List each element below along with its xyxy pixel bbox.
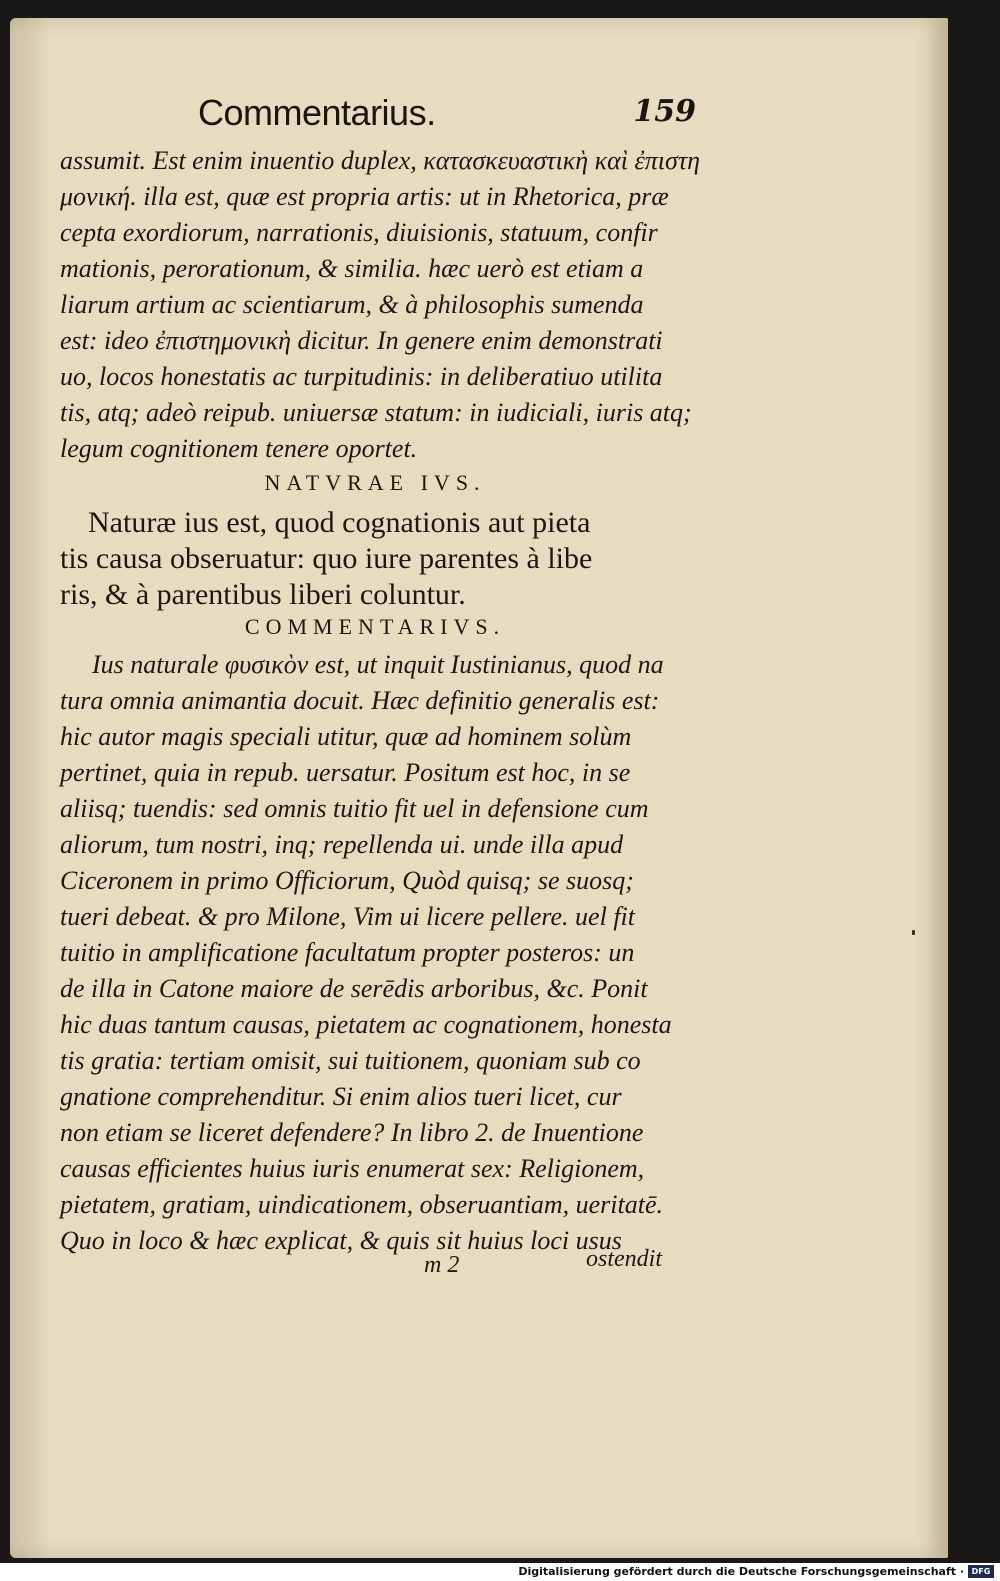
commentary-line: Quo in loco & hæc explicat, & quis sit huius loci usus [60,1226,622,1255]
law-text-line: Naturæ ius est, quod cognationis aut pieta [88,506,591,539]
commentary-line: aliorum, tum nostri, inq; repellenda ui. unde illa apud [60,830,624,859]
commentary-line: legum cognitionem tenere oportet. [60,434,418,463]
commentary-line: tis gratia: tertiam omisit, sui tuitionem, quoniam sub co [60,1046,641,1075]
paper-speck [912,930,915,935]
commentary-line: tueri debeat. & pro Milone, Vim ui licere pellere. uel fit [60,902,635,931]
law-text-line: tis causa obseruatur: quo iure parentes à libe [60,542,593,575]
commentary-line: est: ideo ἐπιστημονικὴ dicitur. In genere enim demonstrati [60,326,663,355]
signature-mark: m 2 [424,1252,460,1278]
commentary-line: Ciceronem in primo Officiorum, Quòd quisq; se suosq; [60,866,634,895]
commentary-line: tuitio in amplificatione facultatum propter posteros: un [60,938,635,967]
book-page [10,18,948,1558]
law-text-line: ris, & à parentibus liberi coluntur. [60,578,466,611]
page-number: 159 [633,94,696,129]
section-heading: NATVRAE IVS. [264,470,486,495]
commentary-line: de illa in Catone maiore de serēdis arboribus, &c. Ponit [60,974,648,1003]
section-heading: COMMENTARIVS. [244,614,506,639]
commentary-line: causas efficientes huius iuris enumerat sex: Religionem, [60,1154,645,1183]
commentary-line: Ius naturale φυσικὸν est, ut inquit Iustinianus, quod na [92,650,664,679]
commentary-line: μονική. illa est, quæ est propria artis: ut in Rhetorica, præ [60,182,669,211]
commentary-line: hic autor magis speciali utitur, quæ ad hominem solùm [60,722,632,751]
commentary-line: liarum artium ac scientiarum, & à philosophis sumenda [60,290,644,319]
commentary-line: hic duas tantum causas, pietatem ac cognationem, honesta [60,1010,672,1039]
page-header [198,92,698,136]
commentary-line: assumit. Est enim inuentio duplex, κατασκευαστικὴ καὶ ἐπιστη [60,146,701,175]
commentary-line: gnatione comprehenditur. Si enim alios tueri licet, cur [60,1082,622,1111]
dfg-logo: DFG [968,1565,994,1578]
commentary-line: tura omnia animantia docuit. Hæc definitio generalis est: [60,686,660,715]
catchword: ostendit [586,1246,662,1272]
commentary-line: tis, atq; adeò reipub. uniuersæ statum: in iudiciali, iuris atq; [60,398,692,427]
commentary-line: non etiam se liceret defendere? In libro 2. de Inuentione [60,1118,644,1147]
commentary-line: aliisq; tuendis: sed omnis tuitio fit uel in defensione cum [60,794,649,823]
commentary-line: mationis, perorationum, & similia. hæc uerò est etiam a [60,254,644,283]
commentary-line: pietatem, gratiam, uindicationem, obseruantiam, ueritatē. [60,1190,663,1219]
running-head: Commentarius. [198,92,436,133]
commentary-line: cepta exordiorum, narrationis, diuisionis, statuum, confir [60,218,658,247]
footer-credit: Digitalisierung gefördert durch die Deutsche Forschungsgemeinschaft · [518,1565,964,1578]
commentary-line: pertinet, quia in repub. uersatur. Positum est hoc, in se [60,758,631,787]
commentary-line: uo, locos honestatis ac turpitudinis: in deliberatiuo utilita [60,362,663,391]
